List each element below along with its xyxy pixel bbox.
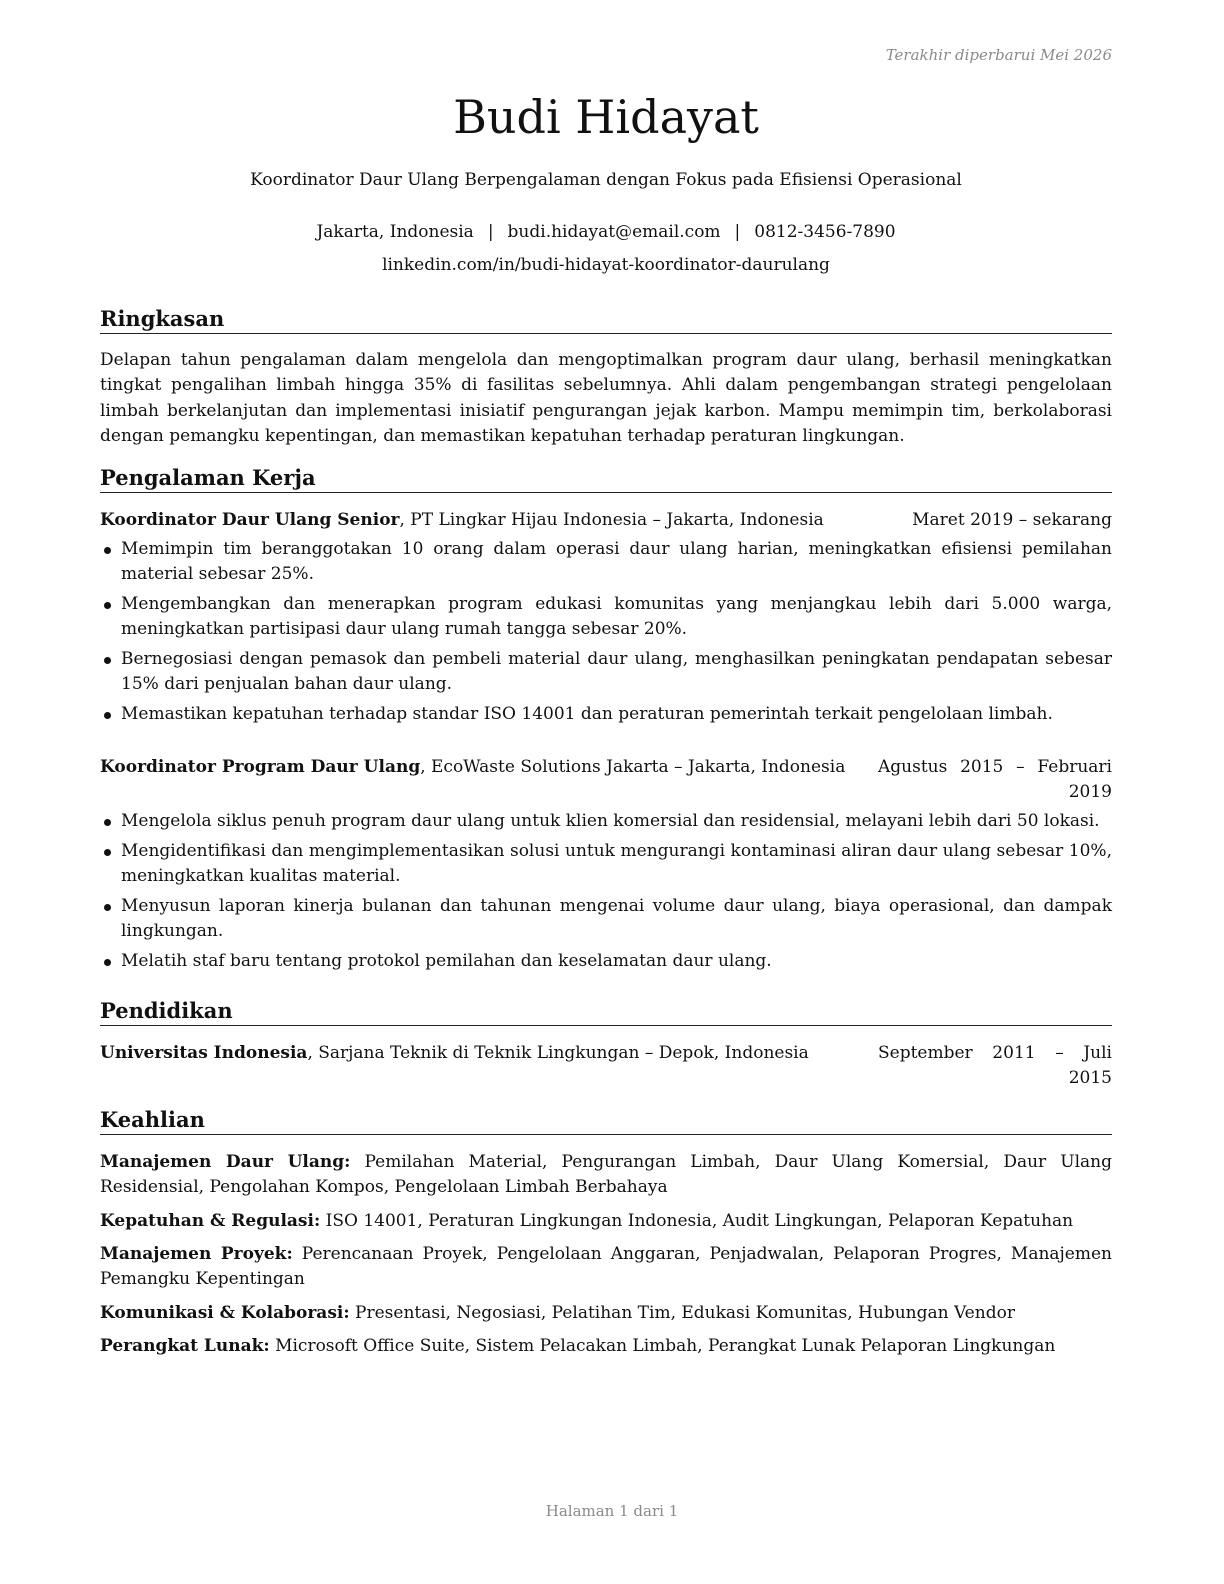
- linkedin-link[interactable]: linkedin.com/in/budi-hidayat-koordinator-daurulang: [382, 255, 830, 275]
- skill-label: Perangkat Lunak:: [100, 1336, 270, 1356]
- location: Jakarta, Indonesia: [316, 222, 474, 242]
- separator: |: [734, 222, 741, 242]
- skill-row: [100, 1334, 1112, 1359]
- skill-label: Kepatuhan & Regulasi:: [100, 1211, 321, 1231]
- skill-label: Manajemen Daur Ulang:: [100, 1152, 351, 1172]
- section-title-skills: Keahlian: [100, 1106, 1112, 1135]
- skill-value: Pemilahan Material, Pengurangan Limbah, Daur Ulang Komersial, Daur Ulang Residensial, Pengolahan Kompos, Pengelolaan Limbah Berbahaya: [100, 1152, 1112, 1197]
- skill-value: Microsoft Office Suite, Sistem Pelacakan Limbah, Perangkat Lunak Pelaporan Lingkungan: [269, 1336, 1056, 1356]
- job-bullets: [100, 809, 1112, 979]
- section-title-summary: Ringkasan: [100, 305, 1112, 334]
- job-dates: Agustus 2015 – Februari 2019: [878, 757, 1112, 802]
- section-title-experience: Pengalaman Kerja: [100, 464, 1112, 493]
- phone: 0812-3456-7890: [754, 222, 896, 242]
- separator: |: [487, 222, 494, 242]
- skill-row: [100, 1209, 1112, 1234]
- skill-row: [100, 1301, 1112, 1326]
- skill-value: Perencanaan Proyek, Pengelolaan Anggaran, Penjadwalan, Pelaporan Progres, Manajemen Pemangku Kepentingan: [100, 1244, 1112, 1289]
- list-item: Melatih staf baru tentang protokol pemilahan dan keselamatan daur ulang.: [100, 949, 1112, 974]
- contact-line: [100, 219, 1112, 245]
- job-role: Koordinator Daur Ulang Senior: [100, 510, 400, 530]
- education-line: [100, 1041, 809, 1066]
- section-title-education: Pendidikan: [100, 997, 1112, 1026]
- job-role: Koordinator Program Daur Ulang: [100, 757, 421, 777]
- list-item: Bernegosiasi dengan pemasok dan pembeli material daur ulang, menghasilkan peningkatan pendapatan sebesar 15% dari penjualan bahan daur ulang.: [100, 647, 1112, 697]
- job-bullets: [100, 537, 1112, 732]
- skill-row: [100, 1150, 1112, 1200]
- job-dates: Maret 2019 – sekarang: [912, 510, 1112, 530]
- tagline: Koordinator Daur Ulang Berpengalaman dengan Fokus pada Efisiensi Operasional: [250, 170, 962, 190]
- list-item: Menyusun laporan kinerja bulanan dan tahunan mengenai volume daur ulang, biaya operasional, dan dampak lingkungan.: [100, 894, 1112, 944]
- list-item: Mengelola siklus penuh program daur ulang untuk klien komersial dan residensial, melayani lebih dari 50 lokasi.: [100, 809, 1112, 834]
- last-updated: Terakhir diperbarui Mei 2026: [885, 46, 1112, 64]
- email-link[interactable]: budi.hidayat@email.com: [507, 222, 721, 242]
- list-item: Memimpin tim beranggotakan 10 orang dalam operasi daur ulang harian, meningkatkan efisiensi pemilahan material sebesar 25%.: [100, 537, 1112, 587]
- job-title-line: [100, 755, 845, 780]
- list-item: Memastikan kepatuhan terhadap standar ISO 14001 dan peraturan pemerintah terkait pengelolaan limbah.: [100, 702, 1112, 727]
- job-company: , EcoWaste Solutions Jakarta – Jakarta, Indonesia: [420, 757, 846, 777]
- education-dates: September 2011 – Juli 2015: [878, 1043, 1112, 1088]
- candidate-name: Budi Hidayat: [453, 90, 759, 144]
- page-number: Halaman 1 dari 1: [545, 1502, 679, 1520]
- summary-text: Delapan tahun pengalaman dalam mengelola dan mengoptimalkan program daur ulang, berhasil meningkatkan tingkat pengalihan limbah hingga 35% di fasilitas sebelumnya. Ahli dalam pengembangan strategi pengelolaan limbah berkelanjutan dan implementasi inisiatif pengurangan jejak karbon. Mampu memimpin tim, berkolaborasi dengan pemangku kepentingan, dan memastikan kepatuhan terhadap peraturan lingkungan.: [100, 350, 1112, 446]
- skill-value: ISO 14001, Peraturan Lingkungan Indonesia, Audit Lingkungan, Pelaporan Kepatuhan: [320, 1211, 1074, 1231]
- list-item: Mengidentifikasi dan mengimplementasikan solusi untuk mengurangi kontaminasi aliran daur ulang sebesar 10%, meningkatkan kualitas material.: [100, 839, 1112, 889]
- degree: , Sarjana Teknik di Teknik Lingkungan – Depok, Indonesia: [307, 1043, 809, 1063]
- list-item: Mengembangkan dan menerapkan program edukasi komunitas yang menjangkau lebih dari 5.000 warga, meningkatkan partisipasi daur ulang rumah tangga sebesar 20%.: [100, 592, 1112, 642]
- skill-label: Manajemen Proyek:: [100, 1244, 293, 1264]
- school-name: Universitas Indonesia: [100, 1043, 308, 1063]
- skill-row: [100, 1242, 1112, 1292]
- job-company: , PT Lingkar Hijau Indonesia – Jakarta, Indonesia: [399, 510, 824, 530]
- job-title-line: [100, 508, 824, 533]
- skill-value: Presentasi, Negosiasi, Pelatihan Tim, Edukasi Komunitas, Hubungan Vendor: [349, 1303, 1015, 1323]
- skill-label: Komunikasi & Kolaborasi:: [100, 1303, 350, 1323]
